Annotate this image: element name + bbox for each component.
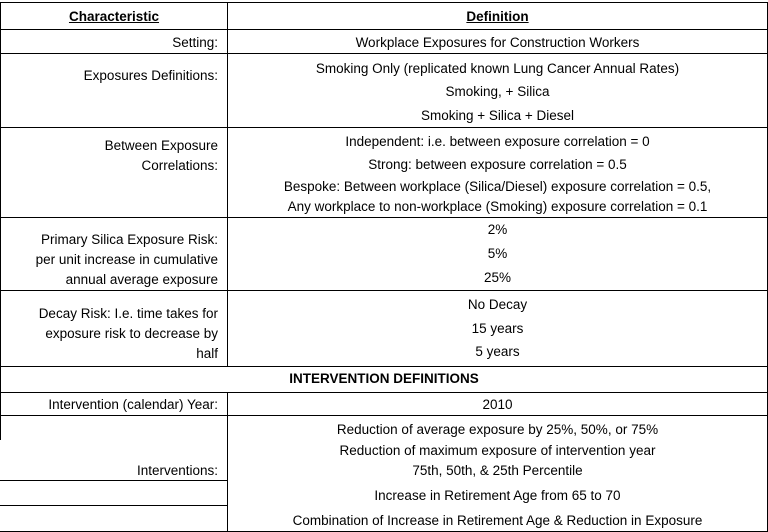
exposure-value: Smoking + Silica + Diesel [420,108,575,123]
header-characteristic: Characteristic [68,9,160,24]
correlation-value: Independent: i.e. between exposure correlation = 0 [345,134,650,149]
intervention-value: Reduction of average exposure by 25%, 50%, or 75% [336,422,659,437]
silica-label: per unit increase in cumulative [35,252,218,267]
setting-label: Setting: [172,35,218,50]
intervention-section-title: INTERVENTION DEFINITIONS [289,371,479,386]
correlations-label: Between Exposure [104,138,218,153]
intervention-value: Combination of Increase in Retirement Age & Reduction in Exposure [292,513,703,528]
decay-value: 15 years [471,321,524,336]
silica-label: annual average exposure [65,272,218,287]
exposures-label: Exposures Definitions: [83,68,218,83]
decay-value: No Decay [467,297,528,312]
intervention-value: Increase in Retirement Age from 65 to 70 [374,488,621,503]
correlations-label: Correlations: [141,158,218,173]
correlation-value: Strong: between exposure correlation = 0.5 [368,157,627,172]
decay-value: 5 years [475,344,520,359]
interventions-label: Interventions: [136,463,218,478]
silica-value: 25% [483,270,512,285]
correlation-value: Any workplace to non-workplace (Smoking) exposure correlation = 0.1 [287,199,708,214]
intervention-value: 75th, 50th, & 25th Percentile [412,463,583,478]
decay-label: exposure risk to decrease by [45,326,218,341]
intervention-year-value: 2010 [482,397,513,412]
silica-value: 5% [487,246,508,261]
header-definition: Definition [466,9,529,24]
decay-label: Decay Risk: I.e. time takes for [38,306,218,321]
silica-value: 2% [487,222,508,237]
exposure-value: Smoking, + Silica [445,84,550,99]
intervention-year-label: Intervention (calendar) Year: [48,397,218,412]
correlation-value: Bespoke: Between workplace (Silica/Diesel) exposure correlation = 0.5, [283,179,712,194]
intervention-value: Reduction of maximum exposure of intervention year [339,443,656,458]
setting-value: Workplace Exposures for Construction Workers [355,35,640,50]
decay-label: half [196,346,218,361]
silica-label: Primary Silica Exposure Risk: [40,232,218,247]
exposure-value: Smoking Only (replicated known Lung Cancer Annual Rates) [315,61,680,76]
